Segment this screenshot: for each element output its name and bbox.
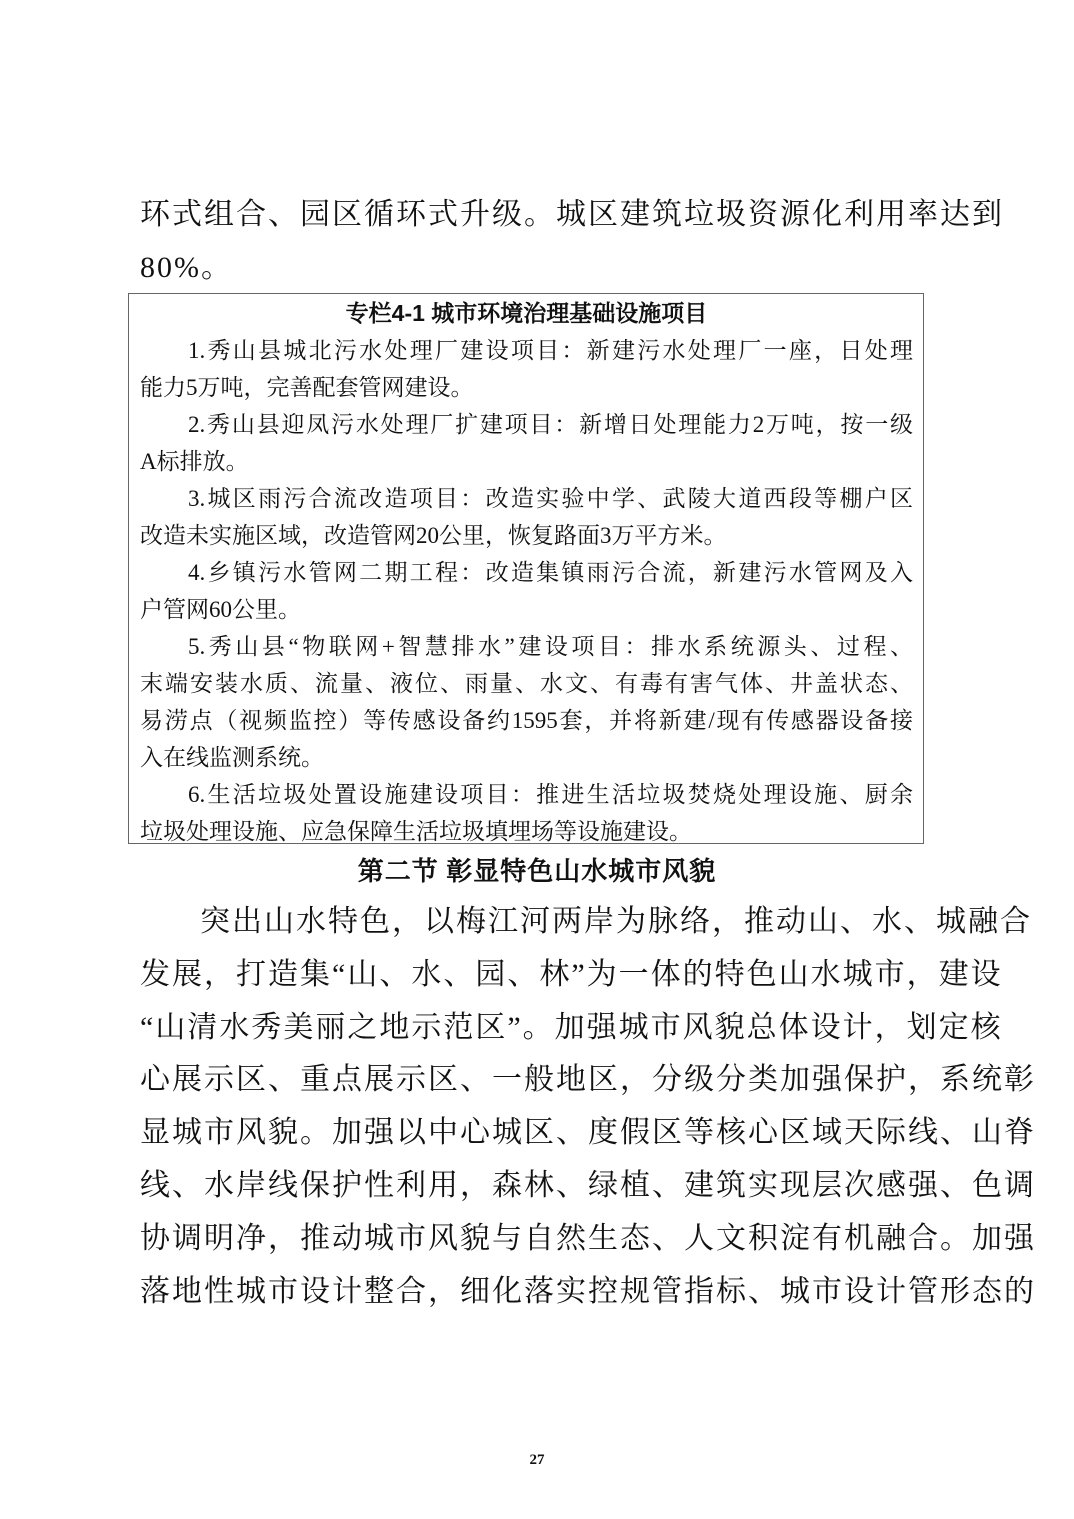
page-number: 27 bbox=[529, 1452, 545, 1468]
text-line: 线、水岸线保护性利用，森林、绿植、建筑实现层次感强、色调 bbox=[140, 1168, 1036, 1202]
box-line: 4.乡镇污水管网二期工程：改造集镇雨污合流，新建污水管网及入 bbox=[188, 560, 913, 585]
box-line: 末端安装水质、流量、液位、雨量、水文、有毒有害气体、井盖状态、 bbox=[140, 671, 913, 696]
text-line: 显城市风貌。加强以中心城区、度假区等核心区域天际线、山脊 bbox=[140, 1116, 1036, 1150]
box-line: 2.秀山县迎凤污水处理厂扩建项目：新增日处理能力2万吨，按一级 bbox=[188, 412, 913, 437]
text-line: “山清水秀美丽之地示范区”。加强城市风貌总体设计，划定核 bbox=[140, 1010, 1003, 1044]
project-box bbox=[128, 293, 924, 844]
text-line: 突出山水特色，以梅江河两岸为脉络，推动山、水、城融合 bbox=[200, 905, 1032, 938]
text-line: 环式组合、园区循环式升级。城区建筑垃圾资源化利用率达到 bbox=[140, 198, 1004, 231]
box-line: 6.生活垃圾处置设施建设项目：推进生活垃圾焚烧处理设施、厨余 bbox=[188, 782, 913, 807]
box-line: 垃圾处理设施、应急保障生活垃圾填埋场等设施建设。 bbox=[140, 819, 692, 844]
box-line: 改造未实施区域，改造管网20公里，恢复路面3万平方米。 bbox=[140, 523, 727, 548]
box-line: 5.秀山县“物联网+智慧排水”建设项目：排水系统源头、过程、 bbox=[188, 634, 913, 659]
box-line: 1.秀山县城北污水处理厂建设项目：新建污水处理厂一座，日处理 bbox=[188, 338, 913, 363]
text-line: 协调明净，推动城市风貌与自然生态、人文积淀有机融合。加强 bbox=[140, 1221, 1036, 1255]
box-line: 入在线监测系统。 bbox=[140, 745, 324, 770]
box-line: 户管网60公里。 bbox=[140, 597, 301, 622]
section-paragraph bbox=[140, 896, 1036, 1318]
text-line: 心展示区、重点展示区、一般地区，分级分类加强保护，系统彰 bbox=[140, 1063, 1036, 1097]
box-line: A标排放。 bbox=[140, 449, 249, 474]
box-line: 3.城区雨污合流改造项目：改造实验中学、武陵大道西段等棚户区 bbox=[188, 486, 913, 511]
text-line: 落地性城市设计整合，细化落实控规管指标、城市设计管形态的 bbox=[140, 1274, 1036, 1308]
intro-paragraph bbox=[140, 188, 1004, 294]
box-line: 能力5万吨，完善配套管网建设。 bbox=[140, 375, 474, 400]
text-line: 发展，打造集“山、水、园、林”为一体的特色山水城市，建设 bbox=[140, 957, 1003, 991]
section-heading: 第二节 彰显特色山水城市风貌 bbox=[357, 857, 717, 886]
text-line: 80%。 bbox=[140, 251, 233, 284]
box-line: 易涝点（视频监控）等传感设备约1595套，并将新建/现有传感器设备接 bbox=[140, 708, 913, 733]
box-title: 专栏4-1 城市环境治理基础设施项目 bbox=[345, 300, 708, 326]
